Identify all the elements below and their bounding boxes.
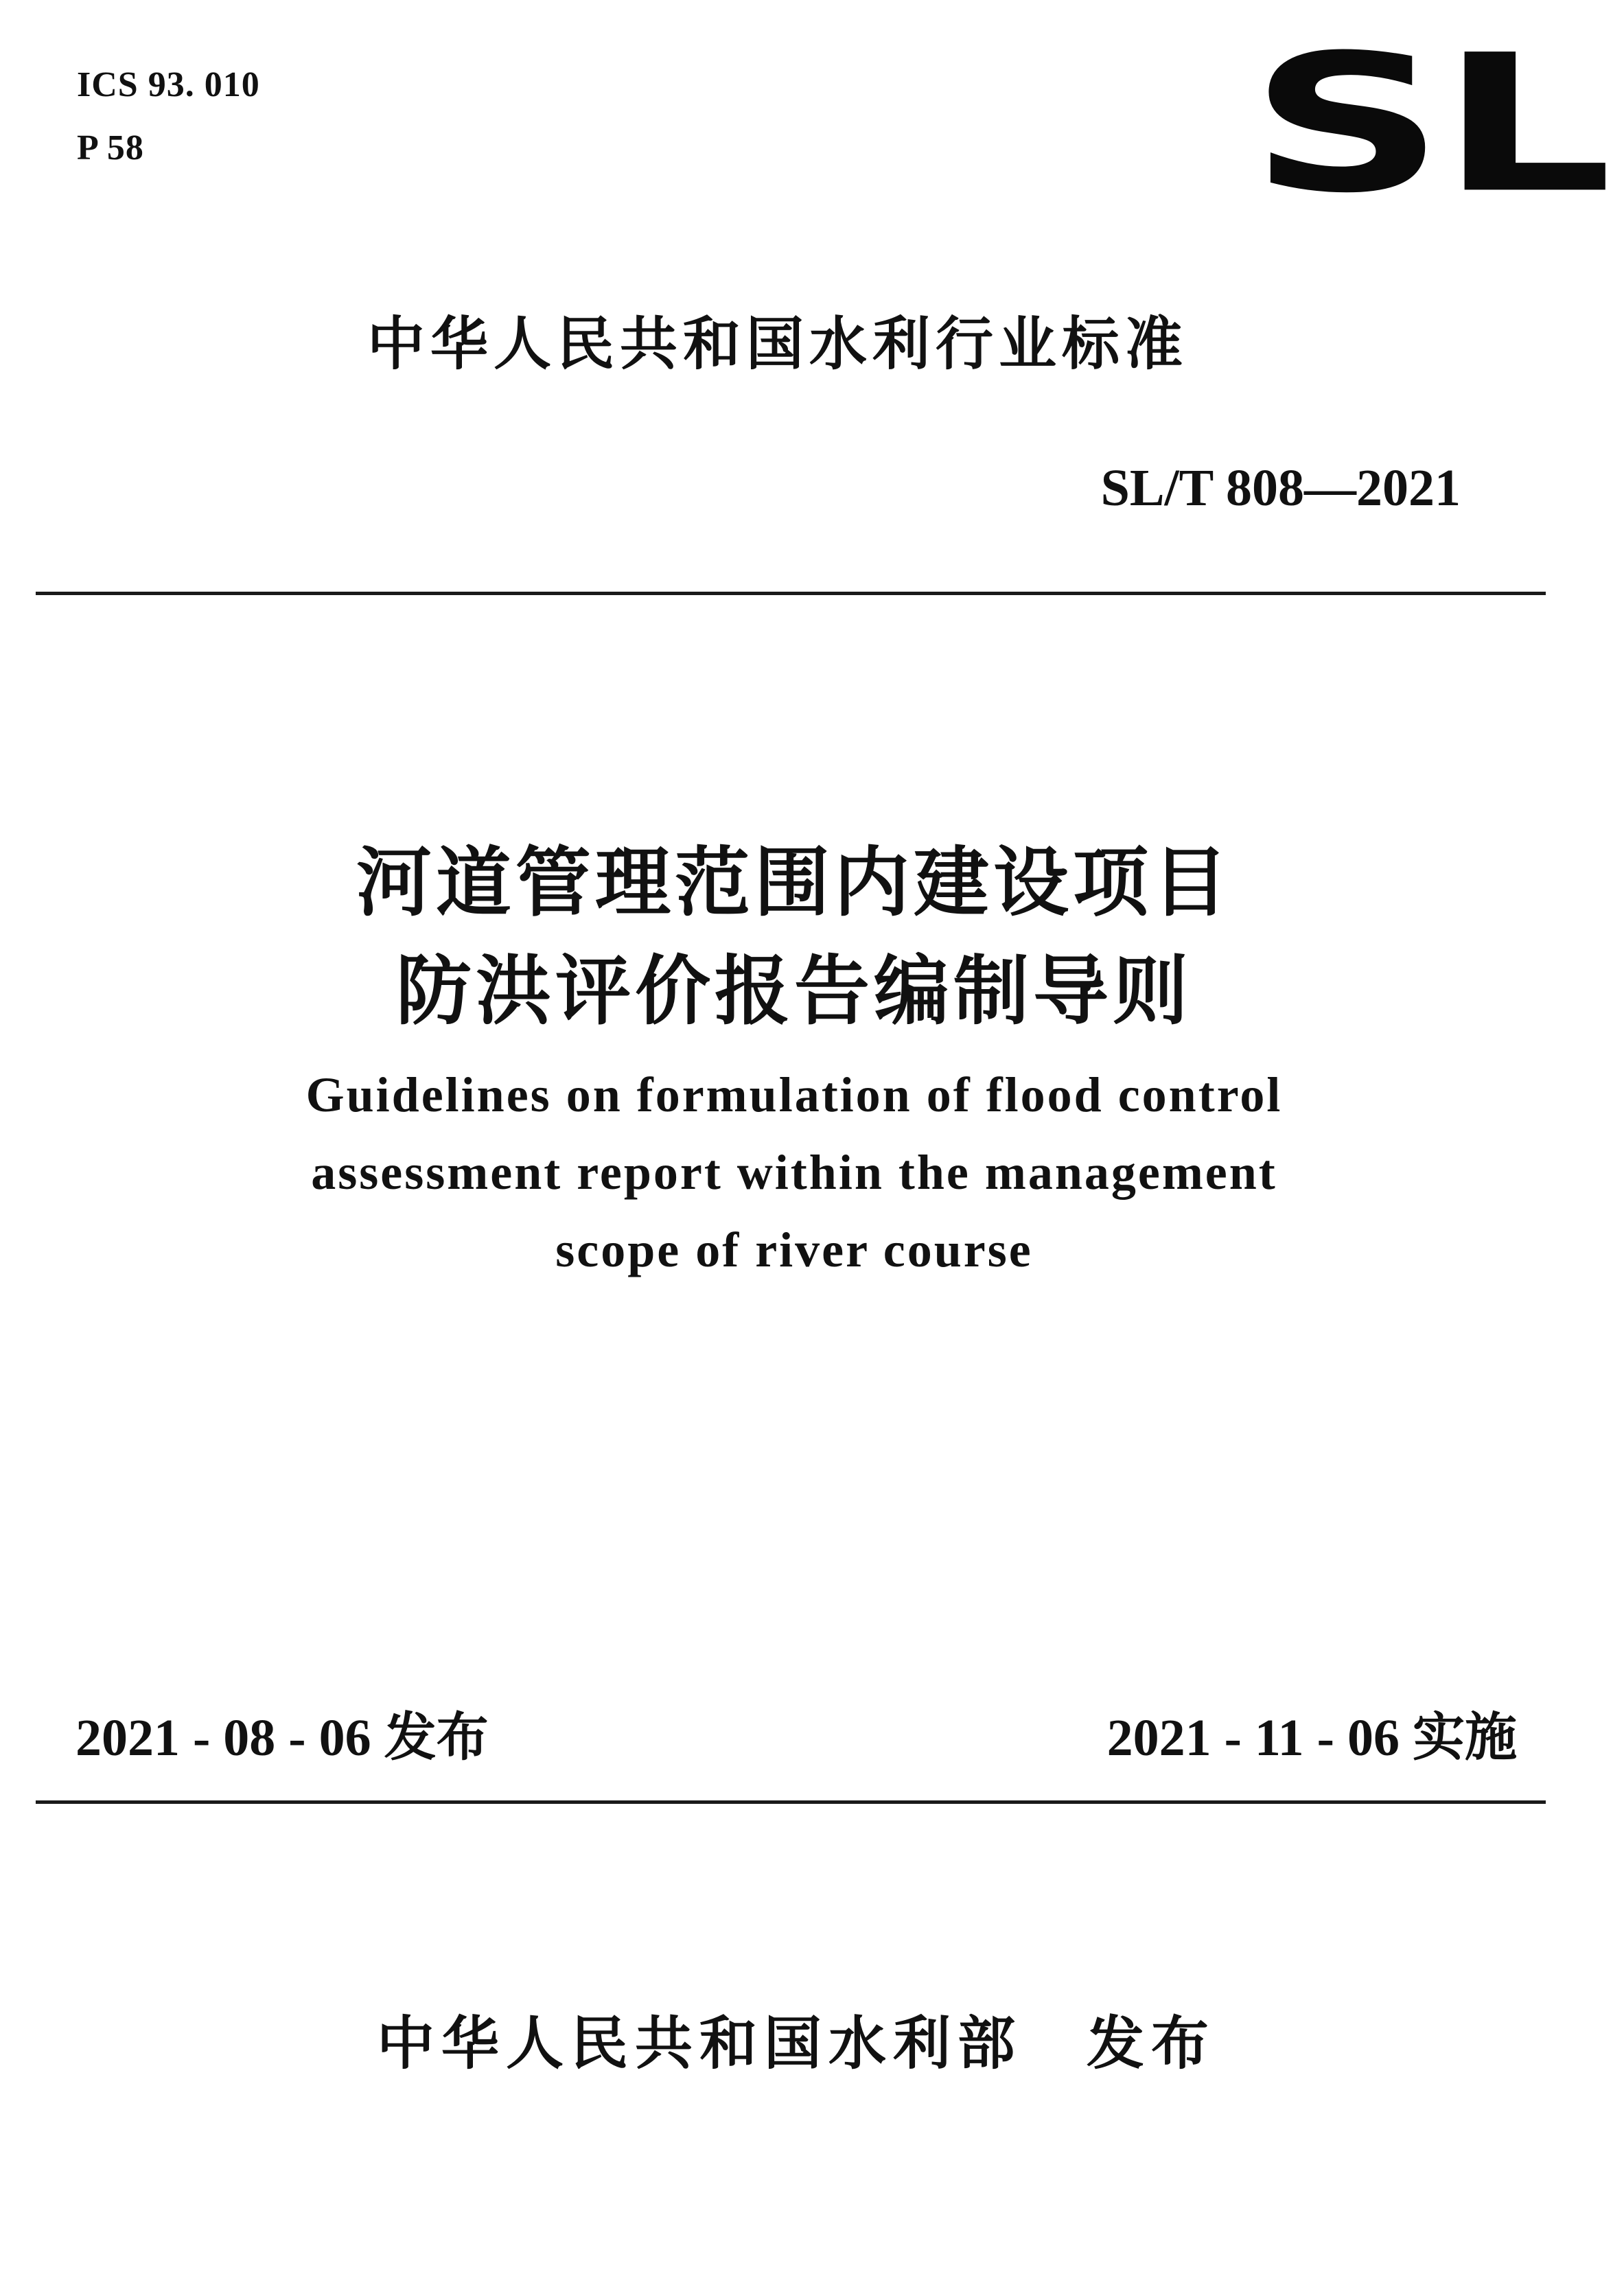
title-cn-line-2: 防洪评价报告编制导则 bbox=[396, 947, 1192, 1035]
ics-code: ICS 93. 010 bbox=[77, 65, 260, 104]
issue-date: 2021 - 08 - 06 发布 bbox=[76, 1709, 489, 1767]
sl-logo: SL bbox=[1249, 14, 1608, 235]
classification-codes bbox=[77, 54, 260, 180]
title-en-line-3: scope of river course bbox=[555, 1222, 1033, 1277]
effective-date: 2021 - 11 - 06 实施 bbox=[1106, 1709, 1517, 1767]
standard-number: SL/T 808—2021 bbox=[1100, 459, 1461, 517]
top-divider bbox=[36, 592, 1546, 595]
title-cn-line-1: 河道管理范围内建设项目 bbox=[356, 839, 1232, 927]
title-en-line-2: assessment report within the management bbox=[311, 1145, 1277, 1200]
bottom-divider bbox=[36, 1800, 1546, 1804]
ccs-code: P 58 bbox=[77, 128, 144, 167]
industry-standard-label: 中华人民共和国水利行业标准 bbox=[367, 310, 1188, 378]
title-en-line-1: Guidelines on formulation of flood control bbox=[305, 1067, 1283, 1122]
issuer: 中华人民共和国水利部 发布 bbox=[376, 2010, 1216, 2077]
